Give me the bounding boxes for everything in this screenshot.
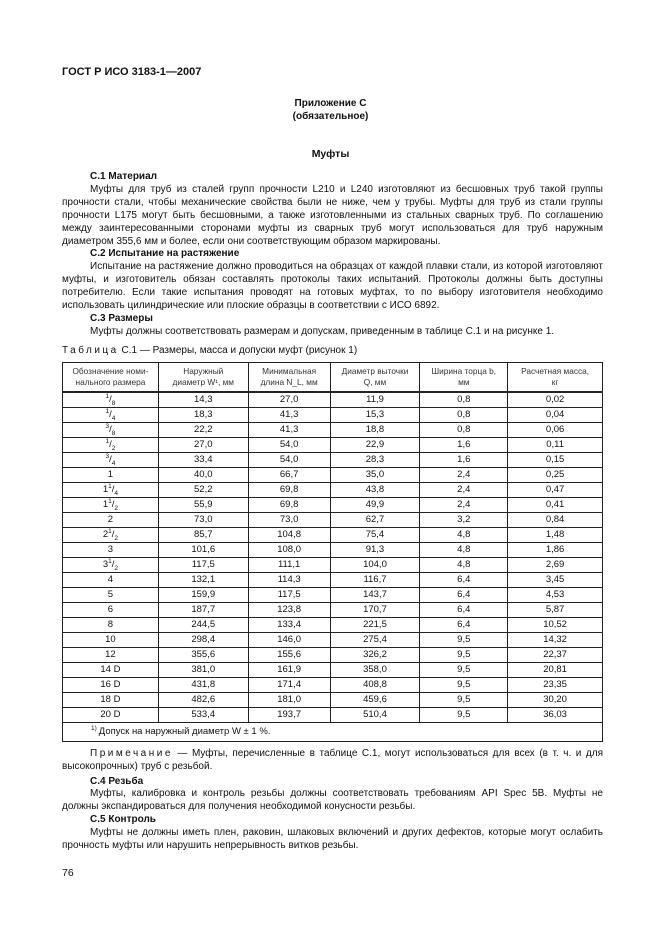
cell-m: 0,04 (508, 407, 603, 422)
fraction-denominator: 2 (111, 444, 116, 452)
fraction-denominator: 4 (111, 459, 116, 467)
cell-q: 143,7 (330, 587, 420, 602)
cell-w: 117,5 (158, 557, 248, 572)
cell-n: 54,0 (248, 452, 330, 467)
table-row (63, 707, 603, 722)
nominal-whole: 3 (107, 543, 114, 555)
fraction-denominator: 8 (111, 399, 116, 407)
fraction-denominator: 2 (114, 564, 119, 572)
cell-m: 36,03 (508, 707, 603, 722)
nominal-whole: 4 (107, 573, 114, 585)
cell-w: 381,0 (158, 662, 248, 677)
table-footnote (63, 722, 603, 741)
cell-b: 2,4 (420, 482, 508, 497)
appendix-title: Приложение С (294, 98, 367, 109)
cell-b: 6,4 (420, 572, 508, 587)
fraction-slash: / (109, 408, 112, 420)
cell-m: 22,37 (508, 647, 603, 662)
cell-b: 0,8 (420, 422, 508, 437)
table-row (63, 632, 603, 647)
cell-q: 104,0 (330, 557, 420, 572)
cell-n: 27,0 (248, 392, 330, 408)
fraction-denominator: 2 (114, 504, 119, 512)
cell-m: 0,41 (508, 497, 603, 512)
table-row (63, 437, 603, 452)
cell-w: 159,9 (158, 587, 248, 602)
cell-b: 1,6 (420, 437, 508, 452)
nominal-whole: 2 (102, 528, 109, 540)
cell-b: 6,4 (420, 617, 508, 632)
nominal-size-cell (63, 542, 159, 557)
column-header-line: Минимальная (262, 365, 317, 376)
nominal-whole: 5 (107, 588, 114, 600)
nominal-whole: 16 D (100, 678, 121, 690)
fraction-slash: / (111, 558, 115, 570)
nominal-size-cell (63, 512, 159, 527)
table-row (63, 482, 603, 497)
table-row (63, 602, 603, 617)
cell-w: 55,9 (158, 497, 248, 512)
cell-q: 15,3 (330, 407, 420, 422)
cell-q: 11,9 (330, 392, 420, 408)
cell-q: 459,6 (330, 692, 420, 707)
cell-w: 18,3 (158, 407, 248, 422)
fraction-numerator: 1 (105, 392, 110, 400)
cell-b: 4,8 (420, 557, 508, 572)
cell-q: 22,9 (330, 437, 420, 452)
cell-w: 73,0 (158, 512, 248, 527)
cell-n: 146,0 (248, 632, 330, 647)
column-header-line: мм (458, 376, 470, 387)
column-header-line: длина N_L, мм (260, 376, 318, 387)
nominal-whole: 1 (102, 483, 109, 495)
cell-q: 91,3 (330, 542, 420, 557)
table-row (63, 497, 603, 512)
cell-n: 54,0 (248, 437, 330, 452)
cell-q: 510,4 (330, 707, 420, 722)
nominal-whole: 1 (102, 498, 109, 510)
cell-m: 5,87 (508, 602, 603, 617)
cell-w: 40,0 (158, 467, 248, 482)
fraction-denominator: 8 (111, 429, 116, 437)
cell-w: 244,5 (158, 617, 248, 632)
cell-w: 355,6 (158, 647, 248, 662)
nominal-size-cell (63, 602, 159, 617)
column-header-line: Наружный (183, 365, 224, 376)
cell-n: 133,4 (248, 617, 330, 632)
fraction-numerator: 1 (108, 527, 112, 535)
cell-q: 275,4 (330, 632, 420, 647)
c5-text: Муфты не должны иметь плен, раковин, шлаковых включений и других дефектов, которые могут ослабить прочность муфты или нарушить непрерывность витков резьбы. (62, 827, 603, 852)
cell-q: 408,8 (330, 677, 420, 692)
column-header-line: кг (551, 376, 559, 387)
table-row (63, 677, 603, 692)
nominal-size-cell (63, 677, 159, 692)
note-text: — Муфты, перечисленные в таблице С.1, могут использоваться для всех (в т. ч. и для высокопрочных) труб с резьбой. (62, 747, 603, 772)
cell-q: 18,8 (330, 422, 420, 437)
document-header: ГОСТ Р ИСО 3183-1—2007 (62, 66, 202, 78)
cell-q: 358,0 (330, 662, 420, 677)
table-row (63, 392, 603, 408)
cell-n: 111,1 (248, 557, 330, 572)
fraction-slash: / (111, 528, 115, 540)
nominal-whole: 20 D (100, 708, 121, 720)
table-row (63, 692, 603, 707)
cell-q: 49,9 (330, 497, 420, 512)
cell-m: 1,48 (508, 527, 603, 542)
appendix-subtitle: (обязательное) (292, 111, 369, 122)
table-row (63, 662, 603, 677)
column-header (63, 362, 159, 392)
note-label: Примечание (90, 747, 173, 759)
c5-heading: С.5 Контроль (90, 814, 156, 826)
c3-heading: С.3 Размеры (90, 312, 153, 324)
fraction-slash: / (109, 423, 112, 435)
cell-b: 2,4 (420, 497, 508, 512)
cell-m: 10,52 (508, 617, 603, 632)
cell-q: 116,7 (330, 572, 420, 587)
cell-q: 326,2 (330, 647, 420, 662)
table-footnote-row (63, 722, 603, 741)
cell-w: 187,7 (158, 602, 248, 617)
cell-n: 171,4 (248, 677, 330, 692)
nominal-whole: 18 D (100, 693, 121, 705)
cell-n: 161,9 (248, 662, 330, 677)
cell-n: 73,0 (248, 512, 330, 527)
cell-n: 66,7 (248, 467, 330, 482)
c3-text: Муфты должны соответствовать размерам и допускам, приведенным в таблице С.1 и на рисунке 1. (90, 325, 555, 337)
table-row (63, 407, 603, 422)
cell-b: 0,8 (420, 392, 508, 408)
fraction-denominator: 2 (114, 534, 119, 542)
nominal-size-cell (63, 662, 159, 677)
column-header (420, 362, 508, 392)
nominal-size-cell (63, 437, 159, 452)
nominal-size-cell (63, 692, 159, 707)
page-number: 76 (62, 866, 74, 879)
cell-q: 221,5 (330, 617, 420, 632)
cell-b: 2,4 (420, 467, 508, 482)
cell-w: 33,4 (158, 452, 248, 467)
table-row (63, 647, 603, 662)
column-header (330, 362, 420, 392)
column-header-line: Расчетная масса, (521, 365, 590, 376)
column-header-line: Обозначение номи- (72, 365, 149, 376)
c1-text: Муфты для труб из сталей групп прочности L210 и L240 изготовляют из бесшовных труб такой группы прочности стали, чтобы механические свойства были не ниже, чем у трубы. Муфты для труб из стали группы прочности L175 могут быть бесшовными, а также изготовленными из стальных сварных труб. По соглашению между заинтересованными сторонами муфты из сварных труб могут использоваться для труб наружным диаметром 355,6 мм и более, если они соответствующим образом маркированы. (62, 183, 603, 247)
nominal-size-cell (63, 587, 159, 602)
nominal-whole: 3 (102, 558, 109, 570)
cell-q: 28,3 (330, 452, 420, 467)
cell-n: 181,0 (248, 692, 330, 707)
cell-b: 9,5 (420, 662, 508, 677)
table-caption-text: С.1 — Размеры, масса и допуски муфт (рисунок 1) (121, 344, 358, 356)
cell-m: 30,20 (508, 692, 603, 707)
cell-b: 9,5 (420, 632, 508, 647)
cell-b: 6,4 (420, 587, 508, 602)
table-row (63, 587, 603, 602)
cell-m: 2,69 (508, 557, 603, 572)
fraction-numerator: 1 (108, 482, 112, 490)
nominal-size-cell (63, 497, 159, 512)
nominal-size-cell (63, 557, 159, 572)
cell-w: 132,1 (158, 572, 248, 587)
nominal-size-cell (63, 407, 159, 422)
table-row (63, 422, 603, 437)
cell-m: 0,15 (508, 452, 603, 467)
cell-q: 170,7 (330, 602, 420, 617)
cell-b: 1,6 (420, 452, 508, 467)
cell-w: 431,8 (158, 677, 248, 692)
cell-q: 35,0 (330, 467, 420, 482)
nominal-whole: 6 (107, 603, 114, 615)
fraction-numerator: 3 (105, 452, 110, 460)
cell-n: 193,7 (248, 707, 330, 722)
fraction-slash: / (109, 438, 112, 450)
nominal-size-cell (63, 527, 159, 542)
cell-m: 14,32 (508, 632, 603, 647)
cell-m: 0,84 (508, 512, 603, 527)
nominal-size-cell (63, 572, 159, 587)
table-caption-label: Таблица (62, 344, 119, 356)
column-header-line: Ширина торца b, (431, 365, 497, 376)
cell-w: 27,0 (158, 437, 248, 452)
section-title: Муфты (311, 148, 350, 160)
nominal-size-cell (63, 482, 159, 497)
cell-m: 4,53 (508, 587, 603, 602)
nominal-size-cell (63, 452, 159, 467)
table-row (63, 542, 603, 557)
cell-b: 9,5 (420, 647, 508, 662)
cell-q: 75,4 (330, 527, 420, 542)
column-header-line: диаметр W¹, мм (172, 376, 234, 387)
nominal-whole: 2 (107, 513, 114, 525)
cell-b: 9,5 (420, 677, 508, 692)
cell-w: 52,2 (158, 482, 248, 497)
fraction-slash: / (111, 483, 115, 495)
column-header-line: Диаметр выточки (341, 365, 409, 376)
cell-b: 9,5 (420, 707, 508, 722)
nominal-whole: 8 (107, 618, 114, 630)
fraction-numerator: 1 (108, 557, 112, 565)
cell-b: 3,2 (420, 512, 508, 527)
nominal-size-cell (63, 647, 159, 662)
cell-n: 155,6 (248, 647, 330, 662)
cell-n: 117,5 (248, 587, 330, 602)
cell-w: 85,7 (158, 527, 248, 542)
table-row (63, 572, 603, 587)
c2-heading: С.2 Испытание на растяжение (90, 248, 240, 260)
table-row (63, 527, 603, 542)
document-body (62, 171, 603, 920)
cell-m: 3,45 (508, 572, 603, 587)
nominal-size-cell (63, 707, 159, 722)
cell-n: 41,3 (248, 422, 330, 437)
cell-m: 0,47 (508, 482, 603, 497)
nominal-size-cell (63, 467, 159, 482)
nominal-size-cell (63, 632, 159, 647)
cell-m: 0,25 (508, 467, 603, 482)
cell-w: 14,3 (158, 392, 248, 408)
cell-w: 482,6 (158, 692, 248, 707)
cell-m: 1,86 (508, 542, 603, 557)
cell-w: 101,6 (158, 542, 248, 557)
cell-q: 62,7 (330, 512, 420, 527)
c1-heading: С.1 Материал (90, 171, 157, 182)
table-caption (62, 345, 603, 358)
cell-n: 69,8 (248, 482, 330, 497)
c2-text: Испытание на растяжение должно проводиться на образцах от каждой плавки стали, из которой изготовляют муфты, и изготовитель обязан составлять протоколы таких испытаний. Протоколы должны быть доступны потребителю. Если такие испытания проводят на готовых муфтах, то по выбору изготовителя необходимо использовать цилиндрические или плоские образцы в соответствии с ИСО 6892. (62, 261, 603, 312)
cell-n: 104,8 (248, 527, 330, 542)
nominal-size-cell (63, 422, 159, 437)
cell-b: 4,8 (420, 527, 508, 542)
cell-n: 69,8 (248, 497, 330, 512)
c4-text: Муфты, калибровка и контроль резьбы должны соответствовать требованиям API Spec 5B. Муфты не должны экспандироваться для получения необходимой конусности резьбы. (62, 788, 603, 813)
fraction-numerator: 1 (108, 497, 112, 505)
cell-w: 22,2 (158, 422, 248, 437)
table-row (63, 557, 603, 572)
fraction-slash: / (109, 453, 112, 465)
column-header (158, 362, 248, 392)
fraction-numerator: 1 (105, 437, 110, 445)
fraction-numerator: 3 (105, 422, 110, 430)
fraction-denominator: 4 (111, 414, 116, 422)
fraction-denominator: 4 (114, 489, 119, 497)
cell-b: 6,4 (420, 602, 508, 617)
table-row (63, 512, 603, 527)
cell-n: 108,0 (248, 542, 330, 557)
nominal-whole: 10 (105, 633, 116, 645)
cell-q: 43,8 (330, 482, 420, 497)
cell-w: 298,4 (158, 632, 248, 647)
cell-m: 0,11 (508, 437, 603, 452)
column-header-line: Q, мм (363, 376, 387, 387)
cell-w: 533,4 (158, 707, 248, 722)
cell-b: 9,5 (420, 692, 508, 707)
c4-heading: С.4 Резьба (90, 775, 144, 787)
footnote-text: Допуск на наружный диаметр W ± 1 %. (98, 725, 271, 737)
cell-m: 0,02 (508, 392, 603, 408)
nominal-whole: 1 (107, 468, 114, 480)
table-row (63, 467, 603, 482)
nominal-size-cell (63, 392, 159, 408)
cell-m: 23,35 (508, 677, 603, 692)
column-header (248, 362, 330, 392)
fraction-slash: / (111, 498, 115, 510)
cell-n: 41,3 (248, 407, 330, 422)
cell-n: 114,3 (248, 572, 330, 587)
cell-m: 0,06 (508, 422, 603, 437)
footnote-mark: 1) (91, 724, 97, 732)
note (62, 748, 603, 774)
column-header (508, 362, 603, 392)
cell-b: 4,8 (420, 542, 508, 557)
nominal-size-cell (63, 617, 159, 632)
fraction-slash: / (109, 393, 112, 405)
column-header-line: нального размера (75, 376, 146, 387)
cell-n: 123,8 (248, 602, 330, 617)
nominal-whole: 14 D (100, 663, 121, 675)
fraction-numerator: 1 (105, 407, 110, 415)
table-c1 (62, 362, 603, 742)
table-header-row (63, 362, 603, 392)
nominal-whole: 12 (105, 648, 116, 660)
cell-b: 0,8 (420, 407, 508, 422)
cell-m: 20,81 (508, 662, 603, 677)
table-row (63, 617, 603, 632)
table-row (63, 452, 603, 467)
